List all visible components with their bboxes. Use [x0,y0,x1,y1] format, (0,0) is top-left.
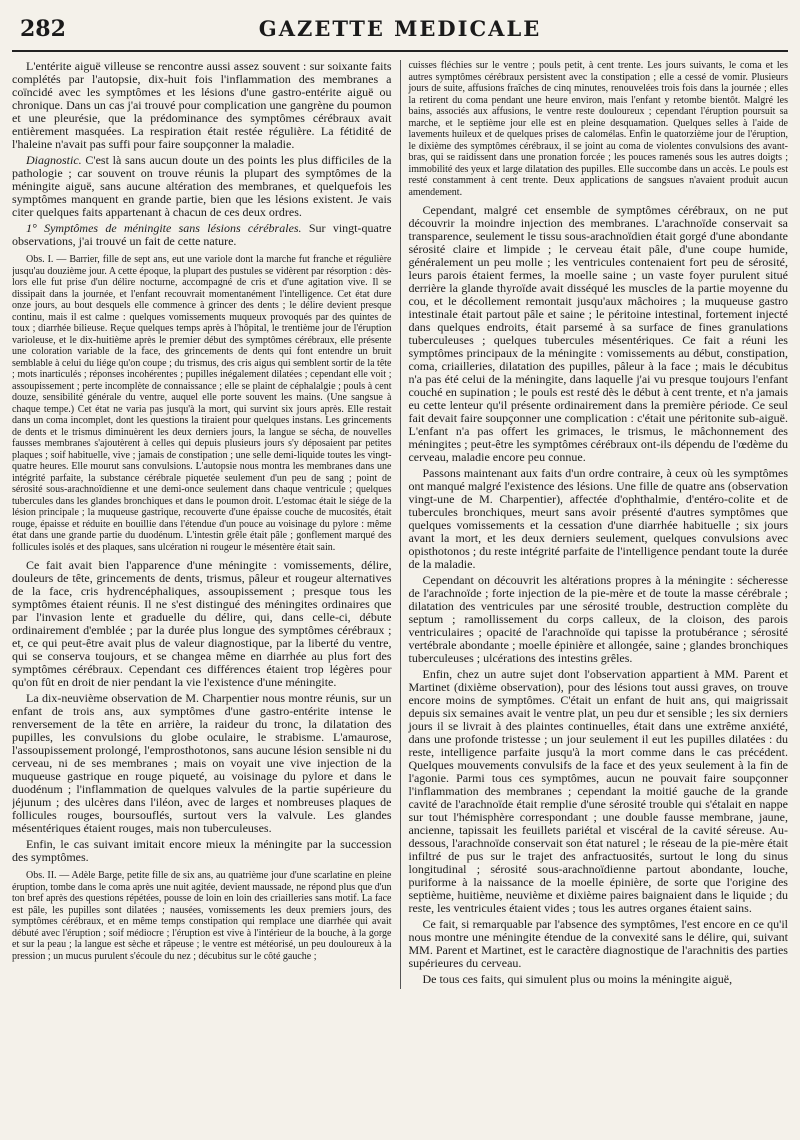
paragraph-text: Sur vingt-quatre observations, j'ai trouvé un fait de cette nature. [12,221,392,248]
paragraph: Cependant, malgré cet ensemble de symptômes cérébraux, on ne put découvrir la moindre injection des membranes. L'arachnoïde conservait sa transparence, seulement le tissu sous-arachnoïdien était gorgé d'une abondante sérosité claire et limpide ; le cerveau était pâle, d'une coupe humide, généralement un peu molle ; les ventricules contenaient fort peu de sérosité, leurs parois étaient fermes, la moelle saine ; un vaste foyer purulent situé derrière la glande thyroïde avait disséqué les muscles de la partie moyenne du cou, et le décollement remontait jusqu'aux mâchoires ; la muqueuse gastro intestinale était partout pâle et saine ; le péritoine intestinal, fortement injecté dans quelques endroits, était parsemé à sa surface de fines granulations tuberculeuses ; quelques tubercules mésentériques. Ce fait a réuni les symptômes principaux de la méningite : vomissements au début, constipation, coma, criailleries, dilatation des pupilles, pâleur à la face ; mais le décubitus n'a pas été celui de la méningite, dans laquelle j'ai vu presque toujours l'enfant couché en supination ; le pouls est resté dès le début à cent trente, et n'a jamais eu cette lenteur qu'il présente ordinairement dans la première période. Ce seul fait devait faire soupçonner une complication : c'était une péritonite sub-aiguë. L'enfant n'a pas offert les grimaces, le trismus, le mâchonnement des méningites ; peut-être les symptômes cérébraux ont-ils dépendu de l'œdème du cerveau, maladie encore peu connue. [408,203,788,464]
text-columns [12,60,788,989]
subsection-heading: 1° Symptômes de méningite sans lésions cérébrales. [26,221,302,235]
paragraph [12,154,392,219]
paragraph: Ce fait, si remarquable par l'absence des symptômes, l'est encore en ce qu'il nous montre une méningite étendue de la convexité sans le délire, qui, suivant MM. Parent et Martinet, est le caractère diagnostique de l'arachnitis des parties supérieures du cerveau. [408,917,788,970]
paragraph: La dix-neuvième observation de M. Charpentier nous montre réunis, sur un enfant de trois ans, aux symptômes d'une gastro-entérite intense le renversement de la tête en arrière, la raideur du tronc, la dilatation des pupilles, les convulsions du globe oculaire, le strabisme. L'amaurose, l'assoupissement prolongé, l'emprosthotonos, sans aucune lésion sensible ni du cerveau, ni de ses membranes ; mais on voyait une vive injection de la muqueuse gastrique en rouge piqueté, au voisinage du pylore et dans le duodénum ; l'inflammation de quelques valvules de la partie supérieure du jéjunum ; des ulcères dans l'iléon, avec de larges et nombreuses plaques de follicules rouges, boursouflés, surtout vers la valvule. Les glandes mésentériques étaient rouges, mais non tuberculeuses. [12,691,392,835]
paragraph: Passons maintenant aux faits d'un ordre contraire, à ceux où les symptômes ont manqué malgré l'existence des lésions. Une fille de quatre ans (observation vingt-une de M. Charpentier), affectée d'ophthalmie, d'entéro-colite et de tubercules bronchiques, meurt sans avoir présenté d'autres symptômes que quelques vomissements et la cessation d'une diarrhée habituelle ; six jours avant la mort, et les deux derniers seulement, quelques convulsions avec opisthotonos ; du reste intégrité parfaite de l'intelligence pendant toute la durée de la maladie. [408,466,788,571]
page-header [12,10,788,52]
paragraph: L'entérite aiguë villeuse se rencontre aussi assez souvent : sur soixante faits complétés par l'autopsie, dix-huit fois l'inflammation des membranes a coïncidé avec les symptômes et les lésions d'une gastro-entérite aiguë ou chronique. Dans un cas j'ai trouvé pour complication une gangrène du poumon et une pleurésie, que la prédominance des symptômes cérébraux avait entièrement masquées. La respiration était restée régulière. La fétidité de l'haleine n'avait pas suffi pour faire soupçonner la maladie. [12,60,392,151]
right-column [408,60,788,989]
left-column [12,60,392,965]
paragraph [12,222,392,248]
paragraph: Ce fait avait bien l'apparence d'une méningite : vomissements, délire, douleurs de tête, grincements de dents, trismus, pâleur et rougeur alternatives de la face, cris hydrencéphaliques, assoupissement ; presque tous les symptômes étaient réunis. Il ne s'est distingué des méningites ordinaires que par l'invasion lente et graduelle du délire, qui, dans celle-ci, débute ordinairement d'emblée ; par la durée plus longue des symptômes cérébraux ; et, ce qui peut-être avait plus de valeur diagnostique, par la liberté du ventre, qui se conserva toujours, et se changea même en diarrhée au plus fort des symptômes cérébraux. Cependant ces différences étaient trop légères pour qu'on fût en droit de nier pendant la vie l'existence d'une méningite. [12,558,392,689]
observation-text: Obs. I. — Barrier, fille de sept ans, eut une variole dont la marche fut franche et régulière jusqu'au douzième jour. A cette époque, la plupart des pustules se vidèrent par résorption : dès-lors elle fut prise d'un délire nocturne, accompagné de cris et d'une agitation vive. Il se dissipait dans la journée, et l'enfant recouvrait momentanément l'intelligence. Cet état dure onze jours, au bout desquels elle commence à grincer des dents ; le délire devient presque continu, mais il est calme : quelques vomissements muqueux provoqués par des quintes de toux ; diarrhée bilieuse. Reçue quelques temps après à l'hôpital, le trentième jour de l'éruption varioleuse, et le dix-huitième après le premier début des symptômes cérébraux, elle présente une coloration variable de la face, des grincements de dents qui font entendre un bruit semblable à celui du liége qu'on coupe ; du trismus, des cris aigus qui semblent sortir de la tête ; mots inarticulés ; réponses incohérentes ; pupilles inégalement dilatées ; cependant elle voit ; assoupissement ; perte incomplète de connaissance ; elle se plaint de céphalalgie ; pouls à cent douze, sensibilité générale du ventre, auquel elle porte souvent les mains. (Une sangsue à chaque tempe.) Cet état ne varia pas jusqu'à la mort, qui survint six jours après. Elle restait dans un coma incomplet, dont les questions la tiraient pour quelques instans. Les grincements de dents et le trismus diminuèrent les deux derniers jours, la langue se sécha, de nouvelles fausses membranes s'ajoutèrent à celles qui depuis plusieurs jours s'y déposaient par petites plaques ; soif habituelle, vive ; jamais de constipation ; une selle demi-liquide toutes les vingt-quatre heures. Elle mourut sans convulsions. L'autopsie nous montra les membranes dans une intégrité parfaite, la substance cérébrale piquetée seulement d'un peu de sang ; point de sérosité sous-arachnoïdienne et une demi-once seulement dans chaque ventricule ; quelques tubercules dans les glandes bronchiques et dans le poumon droit. L'estomac était le siége de la lésion principale ; la muqueuse gastrique, recouverte d'une épaisse couche de mucosités, était rouge, épaisse et réduite en bouillie dans l'étendue d'un pouce au voisinage du pylore : même état dans une grande partie du duodénum. L'intestin grêle était pâle ; gonflement marqué des follicules isolés et des plaques, sans ulcération ni rougeur le mésentère était sain. [12,254,392,553]
paragraph: De tous ces faits, qui simulent plus ou moins la méningite aiguë, [422,972,733,986]
page-number: 282 [20,16,66,42]
journal-title: GAZETTE MEDICALE [258,16,542,41]
column-rule [400,60,401,989]
section-heading: Diagnostic. [26,153,82,167]
observation-text: Obs. II. — Adèle Barge, petite fille de six ans, au quatrième jour d'une scarlatine en pleine éruption, tombe dans le coma après une nuit agitée, devient maussade, ne répond plus que d'un ton bref après des questions répétées, pousse de loin en loin des criailleries sans motif. La face est pâle, les pupilles sont dilatées ; nausées, vomissements les deux premiers jours, des symptômes cérébraux, et en même temps constipation qui remplace une diarrhée qui avait débuté avec l'éruption ; soif médiocre ; l'éruption est vive à l'intérieur de la bouche, à la gorge et sur la peau ; la langue est sèche et râpeuse ; le ventre est météorisé, un peu douloureux à la pression ; un mucus purulent s'écoule du nez ; décubitus sur le côté gauche ; [12,870,392,962]
paragraph: Enfin, chez un autre sujet dont l'observation appartient à MM. Parent et Martinet (dixième observation), pour des lésions tout aussi graves, on trouve encore moins de symptômes. C'était un enfant de huit ans, qui maigrissait depuis six semaines avait le ventre plat, un peu dur et sensible ; les six derniers jours il se livrait à des plaintes continuelles, était dans une extrême anxiété, dans une profonde tristesse ; un jour seulement il eut les pupilles dilatées : du reste, intelligence parfaite jusqu'à la mort comme dans le cas précédent. Quelques mouvements convulsifs de la face et des yeux seulement à la fin de l'agonie. Parmi tous ces symptômes, aucun ne pouvait faire soupçonner l'inflammation des membranes ; cependant la moitié gauche de la grande cavité de l'arachnoïde était remplie d'une sérosité trouble qui s'étalait en nappe sur tout l'hémisphère correspondant ; une double fausse membrane, jaune, ancienne, tapissait les feuillets pariétal et viscéral de la cavité séreuse. Au-dessous, l'arachnoïde conservait son état naturel ; le réseau de la pie-mère était infiltré de pus sur le trajet des anfractuosités, surtout le long du sinus longitudinal ; sérosité sous-arachnoïdienne partout abondante, louche, puriforme à la naissance de la moelle épinière, de sorte que l'origine des septième, huitième, neuvième et dixième paires baignaient dans le liquide ; du reste, les ventricules étaient vides ; tous les autres organes étaient sains. [408,667,788,915]
observation-text: cuisses fléchies sur le ventre ; pouls petit, à cent trente. Les jours suivants, le coma et les autres symptômes cérébraux persistent avec la constipation ; elle a cessé de vomir. Plusieurs jours de suite, affusions fraîches de cinq minutes, renouvelées trois fois dans la journée ; elles la retirent du coma pendant une heure environ, mais l'enfant y retombe bientôt. Malgré les bains, associés aux affusions, le ventre reste douloureux ; cependant l'éruption poursuit sa marche, et le septième jour elle est en pleine desquamation. Quelques selles à l'aide de lavements huileux et de quelques prises de calomélas. Enfin le quatorzième jour de l'éruption, le dixième des symptômes cérébraux, il se joint au coma de violentes convulsions des avant-bras, qui se raidissent dans une pronation forcée ; les pouces ramenés sous les autres doigts ; immobilité des yeux et large dilatation des pupilles. Elle succombe dans un accès. Le pouls est resté constamment à cent trente. Deux applications de sangsues n'avaient produit aucun amendement. [408,60,788,198]
paragraph-text: C'est là sans aucun doute un des points les plus difficiles de la pathologie ; car souvent on trouve réunis la plupart des symptômes de la méningite aiguë, sans aucune altération des membranes, et quelquefois les symptômes manquent en grande partie, bien que les lésions existent. Je vais citer quelques faits appartenant à chacun de ces deux ordres. [12,153,392,219]
paragraph: Enfin, le cas suivant imitait encore mieux la méningite par la succession des symptômes. [12,837,392,864]
paragraph: Cependant on découvrit les altérations propres à la méningite : sécheresse de l'arachnoïde ; forte injection de la pie-mère et de toute la masse cérébrale ; dilatation des ventricules par une sérosité trouble, destruction complète du septum ; ramollissement du corps calleux, de la cloison, des parois ventriculaires ; opacité de l'arachnoïde qui tapisse la protubérance ; sérosité vertébrale abondante ; moelle épinière et allongée, saine ; glandes bronchiques tuberculeuses ; ulcérations des intestins grêles. [408,573,788,665]
